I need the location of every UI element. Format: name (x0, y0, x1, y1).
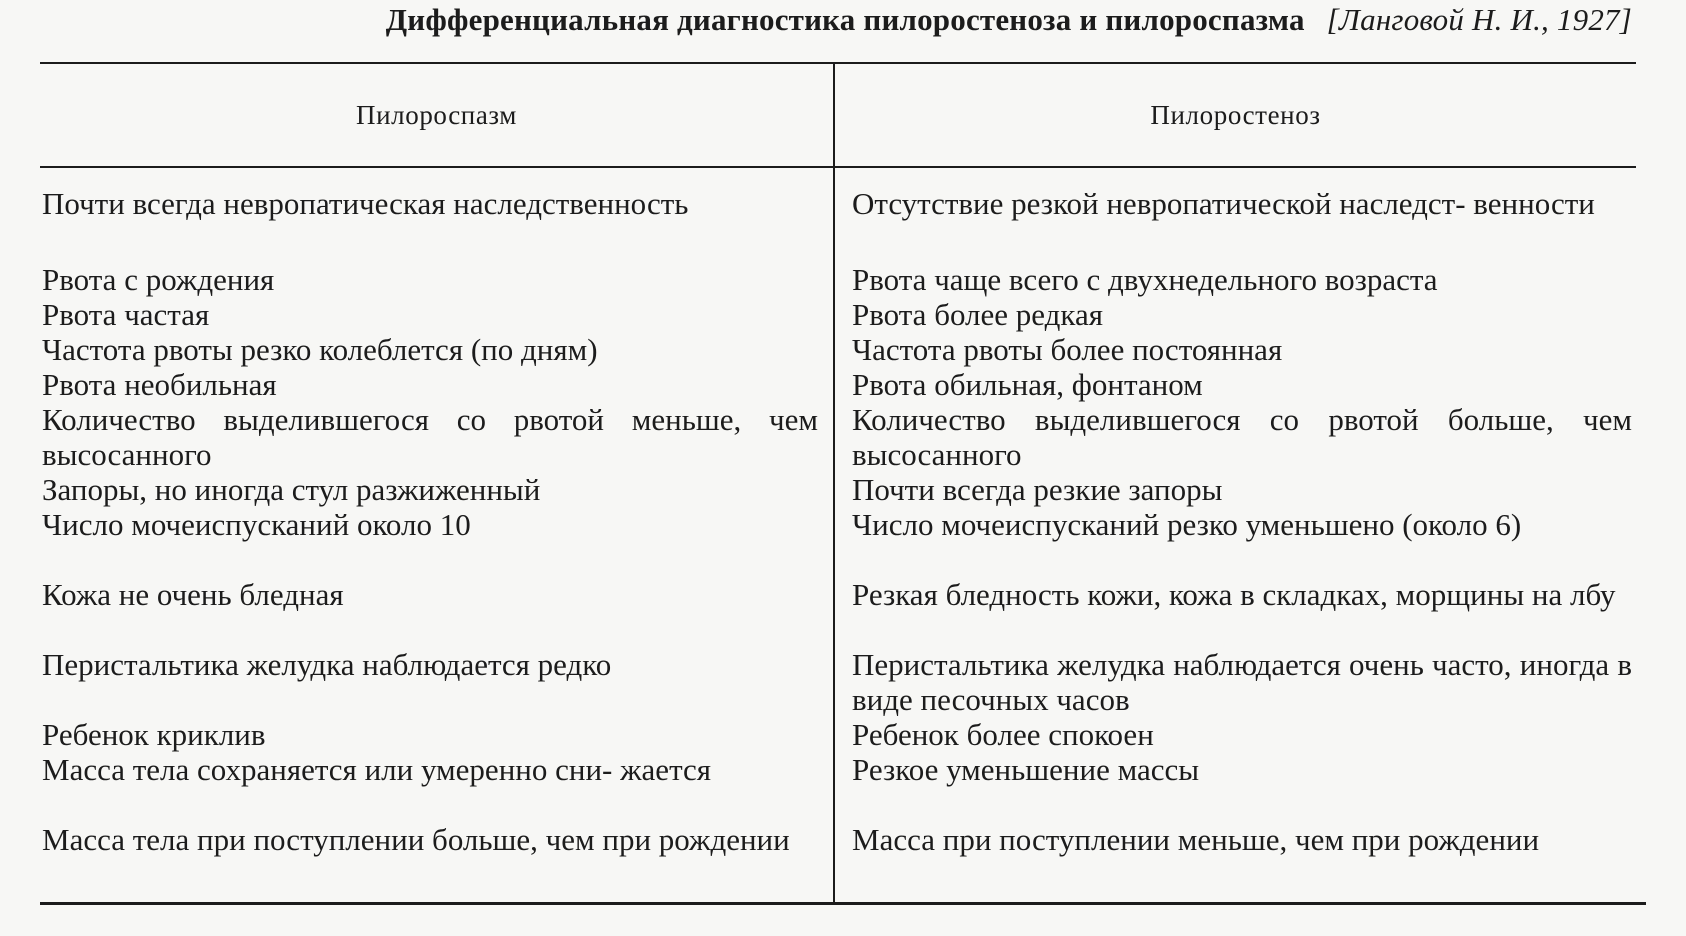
cell-pylorostenosis: Отсутствие резкой невропатической наследст- венности (852, 186, 1595, 221)
cell-pylorospasm: Перистальтика желудка наблюдается редко (42, 647, 612, 682)
cell-pylorospasm: Масса тела сохраняется или умеренно сни- жается (42, 752, 712, 787)
cell-pylorostenosis: Почти всегда резкие запоры (852, 472, 1223, 507)
table-title-main: Дифференциальная диагностика пилоростеноза и пилороспазма (385, 2, 1305, 37)
cell-pylorospasm: Запоры, но иногда стул разжиженный (42, 472, 541, 507)
table-title (40, 2, 1632, 38)
cell-pylorospasm: Количество выделившегося со рвотой меньше, чем высосанного (42, 402, 818, 472)
column-header-pylorostenosis: Пилоростеноз (1150, 100, 1321, 130)
cell-pylorostenosis: Частота рвоты более постоянная (852, 332, 1283, 367)
cell-pylorostenosis: Масса при поступлении меньше, чем при рождении (852, 822, 1540, 857)
cell-pylorospasm: Рвота частая (42, 297, 210, 332)
cell-pylorostenosis: Резкое уменьшение массы (852, 752, 1200, 787)
cell-pylorostenosis: Рвота обильная, фонтаном (852, 367, 1203, 402)
cell-pylorostenosis: Число мочеиспусканий резко уменьшено (около 6) (852, 507, 1522, 542)
cell-pylorostenosis: Рвота более редкая (852, 297, 1104, 332)
column-divider (833, 64, 835, 903)
cell-pylorospasm: Число мочеиспусканий около 10 (42, 507, 471, 542)
cell-pylorostenosis: Перистальтика желудка наблюдается очень часто, иногда в виде песочных часов (852, 647, 1632, 717)
cell-pylorostenosis: Рвота чаще всего с двухнедельного возраста (852, 262, 1438, 297)
cell-pylorospasm: Ребенок криклив (42, 717, 266, 752)
header-rule (40, 166, 1636, 168)
column-header-pylorospasm: Пилороспазм (356, 100, 517, 130)
cell-pylorospasm: Почти всегда невропатическая наследственность (42, 186, 689, 221)
top-rule (40, 62, 1636, 64)
cell-pylorospasm: Рвота с рождения (42, 262, 275, 297)
table-title-reference: [Ланговой Н. И., 1927] (1326, 2, 1632, 37)
cell-pylorospasm: Рвота необильная (42, 367, 277, 402)
cell-pylorostenosis: Резкая бледность кожи, кожа в складках, морщины на лбу (852, 577, 1616, 612)
cell-pylorospasm: Частота рвоты резко колеблется (по дням) (42, 332, 598, 367)
cell-pylorostenosis: Количество выделившегося со рвотой больше, чем высосанного (852, 402, 1632, 472)
cell-pylorospasm: Кожа не очень бледная (42, 577, 344, 612)
bottom-rule (40, 902, 1646, 905)
cell-pylorostenosis: Ребенок более спокоен (852, 717, 1154, 752)
cell-pylorospasm: Масса тела при поступлении больше, чем при рождении (42, 822, 790, 857)
